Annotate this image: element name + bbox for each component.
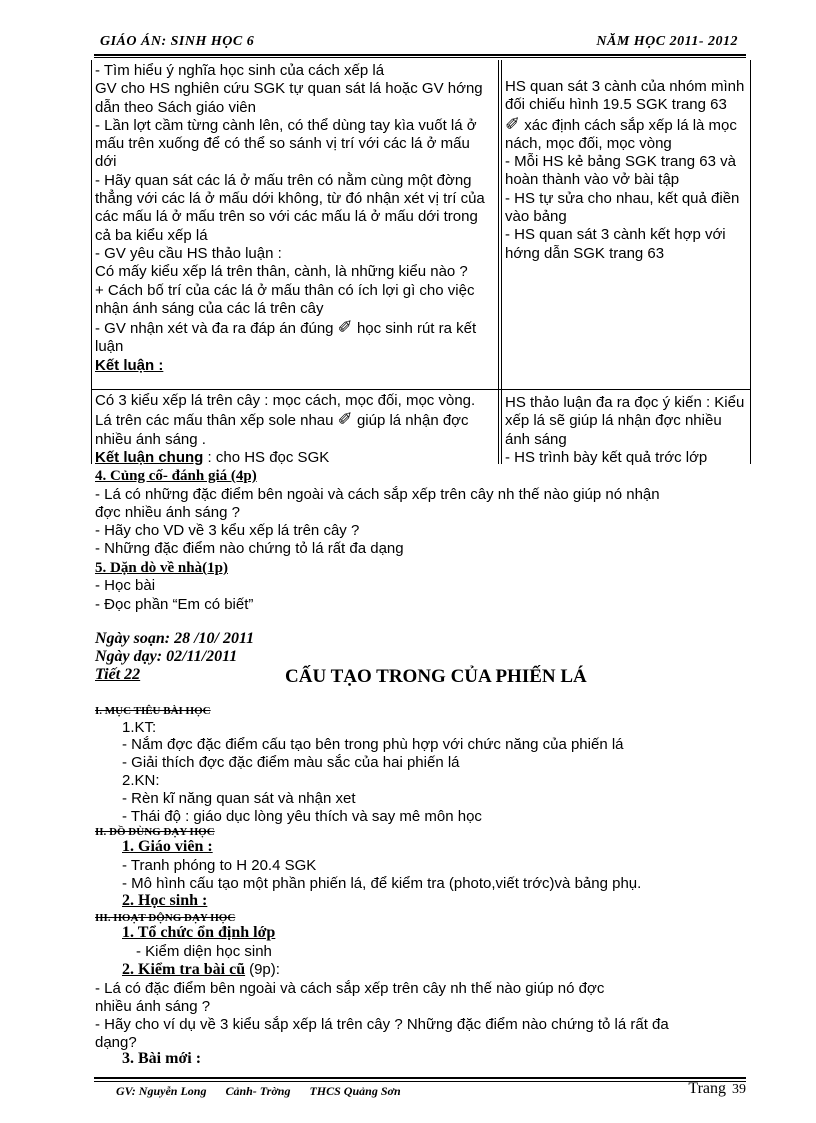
header-rule bbox=[94, 57, 746, 58]
kn-label: 2.KN: bbox=[122, 772, 160, 789]
table-text-part: xác định cách sắp xếp lá là mọc nách, mọc đối, mọc vòng bbox=[505, 116, 737, 152]
arrow-icon: ✐ bbox=[337, 409, 353, 430]
table-cell-student-conclusion bbox=[505, 394, 745, 467]
part-1-title: I. MỤC TIÊU BÀI HỌC bbox=[95, 705, 211, 717]
activity-table bbox=[91, 60, 751, 464]
student-materials-label: 2. Học sinh : bbox=[122, 892, 208, 909]
table-text-part: Có 3 kiểu xếp lá trên cây : mọc cách, mọc đối, mọc vòng. Lá trên các mấu thân xếp sole nhau bbox=[95, 392, 476, 430]
table-cell-student bbox=[505, 78, 745, 263]
table-text: - Lần lợt cầm từng cành lên, có thể dùng tay kìa vuốt lá ở mấu trên xuống để có thể so sánh vị trí với các lá ở mấu dới bbox=[95, 116, 477, 171]
table-text: - GV yêu cầu HS thảo luận : bbox=[95, 244, 282, 262]
kn-line: - Thái độ : giáo dục lòng yêu thích và say mê môn học bbox=[122, 808, 482, 825]
page-number bbox=[688, 1080, 746, 1098]
table-text: GV cho HS nghiên cứu SGK tự quan sát lá hoặc GV hớng dẫn theo Sách giáo viên bbox=[95, 80, 483, 116]
step-3-title: 3. Bài mới : bbox=[122, 1050, 202, 1067]
table-divider-2 bbox=[501, 60, 502, 464]
kn-line: - Rèn kĩ năng quan sát và nhận xet bbox=[122, 790, 356, 807]
table-cell-teacher bbox=[95, 62, 495, 375]
teacher-materials-line: - Tranh phóng to H 20.4 SGK bbox=[122, 857, 317, 874]
footer-rule-thin bbox=[94, 1081, 746, 1082]
footer-name2: Cảnh- Trờng bbox=[225, 1084, 291, 1098]
step-2-label: 2. Kiểm tra bài cũ bbox=[122, 961, 246, 978]
section-4-line: - Những đặc điểm nào chứng tỏ lá rất đa dạng bbox=[95, 540, 404, 557]
teacher-materials-label: 1. Giáo viên : bbox=[122, 838, 213, 855]
part-2-title: II. ĐỒ DÙNG DẠY HỌC bbox=[95, 826, 215, 838]
step-2-line: - Lá có đặc điểm bên ngoài và cách sắp xếp trên cây nh thế nào giúp nó đợc bbox=[95, 980, 605, 997]
table-text: - HS trình bày kết quả trớc lớp bbox=[505, 448, 708, 466]
header-year: NĂM HỌC 2011- 2012 bbox=[596, 34, 738, 49]
step-1-line: - Kiểm diện học sinh bbox=[136, 943, 272, 960]
section-4-line: - Hãy cho VD về 3 kểu xếp lá trên cây ? bbox=[95, 522, 360, 539]
table-text: - HS tự sửa cho nhau, kết quả điền vào bảng bbox=[505, 189, 740, 226]
section-4-line: - Lá có những đặc điểm bên ngoài và cách sắp xếp trên cây nh thế nào giúp nó nhận bbox=[95, 486, 660, 503]
conclusion-label: Kết luận : bbox=[95, 356, 164, 374]
section-5-title: 5. Dặn dò về nhà(1p) bbox=[95, 560, 228, 576]
table-text bbox=[505, 78, 745, 153]
table-text-part: HS quan sát 3 cành của nhóm mình đối chiếu hình 19.5 SGK trang 63 bbox=[505, 78, 745, 114]
step-2-title bbox=[122, 961, 280, 979]
section-5-line: - Đọc phần “Em có biết” bbox=[95, 596, 254, 613]
general-conclusion-label: Kết luận chung bbox=[95, 448, 204, 466]
page-label: Trang bbox=[688, 1080, 726, 1097]
table-text bbox=[95, 449, 495, 467]
kt-line: - Giải thích đợc đặc điểm màu sắc của hai phiến lá bbox=[122, 754, 460, 771]
step-2-line: dạng? bbox=[95, 1034, 137, 1051]
kt-line: - Nắm đợc đặc điểm cấu tạo bên trong phù hợp với chức năng của phiến lá bbox=[122, 736, 624, 753]
footer-rule bbox=[94, 1077, 746, 1079]
table-text: - HS quan sát 3 cành kết hợp với hớng dẫn SGK trang 63 bbox=[505, 226, 726, 262]
footer-school: THCS Quảng Sơn bbox=[309, 1084, 401, 1098]
arrow-icon: ✐ bbox=[337, 317, 353, 338]
lesson-number: Tiết 22 bbox=[95, 666, 141, 683]
table-text bbox=[95, 318, 495, 357]
table-text: - Tìm hiểu ý nghĩa học sinh của cách xếp lá bbox=[95, 62, 385, 79]
table-text-part: giúp lá nhận đợc nhiều ánh sáng . bbox=[95, 412, 469, 448]
table-divider bbox=[498, 60, 499, 464]
table-border-right bbox=[750, 60, 751, 464]
table-text-part: - GV nhận xét và đa ra đáp án đúng bbox=[95, 320, 334, 338]
footer-author bbox=[116, 1084, 417, 1099]
step-1-title: 1. Tổ chức ổn định lớp bbox=[122, 924, 276, 941]
section-4-line: đợc nhiều ánh sáng ? bbox=[95, 504, 240, 521]
section-4-title: 4. Củng cố- đánh giá (4p) bbox=[95, 468, 257, 484]
general-conclusion-text: : cho HS đọc SGK bbox=[207, 448, 330, 466]
step-2-line: - Hãy cho ví dụ về 3 kiểu sắp xếp lá trên cây ? Những đặc điểm nào chứng tỏ lá rất đa bbox=[95, 1016, 669, 1033]
section-5-line: - Học bài bbox=[95, 577, 156, 594]
lesson-title: CẤU TẠO TRONG CỦA PHIẾN LÁ bbox=[285, 666, 587, 687]
table-cell-conclusion bbox=[95, 392, 495, 467]
table-text: HS thảo luận đa ra đọc ý kiến : Kiểu xếp lá sẽ giúp lá nhận đợc nhiều ánh sáng bbox=[505, 394, 745, 448]
date-taught: Ngày dạy: 02/11/2011 bbox=[95, 648, 238, 665]
footer-teacher: GV: Nguyễn Long bbox=[116, 1084, 207, 1098]
header-subject: GIÁO ÁN: SINH HỌC 6 bbox=[100, 34, 255, 49]
table-row-separator bbox=[91, 389, 751, 390]
kt-label: 1.KT: bbox=[122, 719, 157, 736]
table-text: + Cách bố trí của các lá ở mấu thân có ích lợi gì cho việc nhận ánh sáng của các lá trên cây bbox=[95, 281, 475, 317]
step-2-suffix: (9p): bbox=[249, 961, 280, 978]
table-text: Có mấy kiểu xếp lá trên thân, cành, là những kiểu nào ? bbox=[95, 263, 468, 281]
page-number-value: 39 bbox=[732, 1082, 746, 1097]
date-prepared: Ngày soạn: 28 /10/ 2011 bbox=[95, 630, 255, 647]
table-border-left bbox=[91, 60, 92, 464]
step-2-line: nhiều ánh sáng ? bbox=[95, 998, 211, 1015]
table-text: - Mỗi HS kẻ bảng SGK trang 63 và hoàn thành vào vở bài tập bbox=[505, 153, 736, 189]
part-3-title: III. HOẠT ĐỘNG DẠY HỌC bbox=[95, 912, 236, 924]
table-text-part: học sinh rút ra kết luận bbox=[95, 320, 477, 356]
table-text bbox=[95, 392, 495, 449]
page-header bbox=[94, 32, 746, 56]
teacher-materials-line: - Mô hình cấu tạo một phần phiến lá, để kiểm tra (photo,viết trớc)và bảng phụ. bbox=[122, 875, 642, 892]
arrow-icon: ✐ bbox=[505, 113, 521, 134]
table-text: - Hãy quan sát các lá ở mấu trên có nằm cùng một đờng thẳng với các lá ở mấu dới không, từ đó nhận xét vị trí của các mấu lá ở mấu trên so với các mấu lá ở mấu dới trong cả ba kiểu xếp lá bbox=[95, 171, 485, 244]
